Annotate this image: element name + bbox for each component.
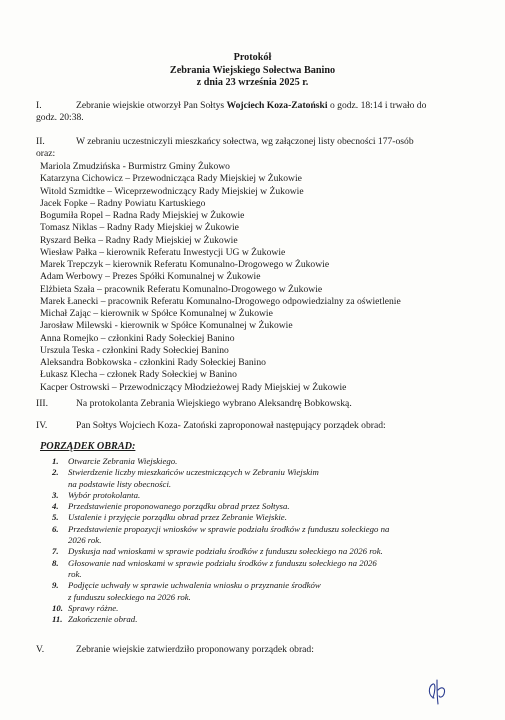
- attendee-item: Aleksandra Bobkowska - członkini Rady Sołeckiej Banino: [40, 357, 266, 368]
- agenda-item: [52, 580, 482, 603]
- attendee-item: Michał Zając – kierownik w Spółce Komunalnej w Żukowie: [40, 308, 273, 319]
- section-number: II.: [36, 136, 45, 147]
- document-header: [0, 52, 505, 90]
- agenda-item-number: 9.: [52, 580, 59, 591]
- agenda-item: [52, 546, 482, 557]
- chair-name: Wojciech Koza-Zatoński: [226, 100, 328, 111]
- signature-mark: [424, 676, 452, 706]
- agenda-item-text: Zakończenie obrad.: [68, 614, 138, 625]
- section-4: [36, 420, 476, 432]
- agenda-item-text: Wybór protokolanta.: [68, 489, 141, 500]
- section-text: W zebraniu uczestniczyli mieszkańcy sołectwa, wg załączonej listy obecności 177-osób: [76, 136, 414, 147]
- agenda-item: [52, 467, 482, 490]
- attendee-item: Anna Romejko – członkini Rady Sołeckiej Banino: [40, 332, 235, 344]
- agenda-item-number: 6.: [52, 523, 59, 534]
- agenda-title: PORZĄDEK OBRAD:: [40, 441, 136, 452]
- agenda-item-text: 2026 rok.: [68, 535, 102, 546]
- agenda-item-text: Przedstawienie propozycji wniosków w sprawie podziału środków z funduszu sołeckiego na: [68, 523, 390, 534]
- section-text: Zebranie wiejskie otworzył Pan Sołtys: [76, 100, 227, 111]
- section-text: Na protokolanta Zebrania Wiejskiego wybrano Aleksandrę Bobkowską.: [76, 398, 352, 409]
- section-text: Zebranie wiejskie zatwierdziło proponowany porządek obrad:: [76, 644, 314, 655]
- attendee-item: Katarzyna Cichowicz – Przewodnicząca Rady Miejskiej w Żukowie: [40, 173, 302, 185]
- agenda-item-text: z funduszu sołeckiego na 2026 rok.: [68, 591, 191, 602]
- agenda-item-text: rok.: [68, 568, 82, 579]
- agenda-item-number: 3.: [52, 489, 59, 500]
- attendee-item: Marek Trepczyk – kierownik Referatu Komunalno-Drogowego w Żukowie: [40, 259, 330, 270]
- agenda-item: [52, 614, 482, 625]
- attendee-list: [40, 161, 401, 394]
- agenda-item-number: 7.: [52, 546, 59, 557]
- section-number: I.: [36, 100, 42, 111]
- agenda-item: [52, 558, 482, 581]
- document-title: Protokół: [233, 52, 272, 63]
- agenda-item-number: 11.: [52, 614, 63, 625]
- attendee-item: Adam Werbowy – Prezes Spółki Komunalnej w Żukowie: [40, 271, 261, 283]
- section-number: III.: [36, 398, 48, 409]
- agenda-item: [52, 603, 482, 614]
- section-number: IV.: [36, 420, 48, 431]
- agenda-item: [52, 456, 482, 467]
- section-text: o godz. 18:14 i trwało do: [327, 100, 427, 111]
- attendee-item: Witold Szmidtke – Wiceprzewodniczący Rady Miejskiej w Żukowie: [40, 185, 304, 197]
- attendee-item: Ryszard Bełka – Radny Rady Miejskiej w Żukowie: [40, 234, 238, 246]
- section-5: [36, 644, 476, 656]
- agenda-item-text: Ustalenie i przyjęcie porządku obrad przez Zebranie Wiejskie.: [68, 512, 287, 523]
- agenda-item-text: Dyskusja nad wnioskami w sprawie podziału środków z funduszu sołeckiego na 2026 rok.: [68, 546, 383, 557]
- attendee-item: Wiesław Pałka – kierownik Referatu Inwestycji UG w Żukowie: [40, 246, 286, 258]
- section-text: oraz:: [36, 148, 56, 159]
- attendee-item: Jarosław Milewski - kierownik w Spółce Komunalnej w Żukowie: [40, 320, 293, 332]
- agenda-item-number: 10.: [52, 602, 63, 613]
- section-text: Pan Sołtys Wojciech Koza- Zatoński zaproponował następujący porządek obrad:: [76, 420, 386, 431]
- agenda-item-number: 5.: [52, 512, 59, 523]
- agenda-item-text: na podstawie listy obecności.: [68, 478, 172, 489]
- section-text: godz. 20:38.: [36, 112, 84, 123]
- section-3: [36, 398, 476, 410]
- agenda-item-number: 2.: [52, 467, 59, 478]
- attendee-item: Bogumiła Ropel – Radna Rady Miejskiej w Żukowie: [40, 210, 245, 221]
- attendee-item: Elżbieta Szała – pracownik Referatu Komunalno-Drogowego w Żukowie: [40, 283, 323, 295]
- section-1: [36, 100, 476, 124]
- section-2: [36, 136, 476, 160]
- section-number: V.: [36, 644, 45, 655]
- attendee-item: Jacek Fopke – Radny Powiatu Kartuskiego: [40, 197, 206, 209]
- agenda-list: [52, 456, 482, 625]
- agenda-item-text: Stwierdzenie liczby mieszkańców uczestniczących w Zebraniu Wiejskim: [68, 467, 319, 478]
- agenda-item-text: Sprawy różne.: [68, 602, 119, 613]
- agenda-item-number: 1.: [52, 456, 59, 466]
- agenda-item-text: Przedstawienie proponowanego porządku obrad przez Sołtysa.: [68, 501, 290, 512]
- agenda-item-number: 8.: [52, 557, 59, 568]
- attendee-item: Mariola Zmudzińska - Burmistrz Gminy Żukowo: [40, 161, 230, 172]
- attendee-item: Tomasz Niklas – Radny Rady Miejskiej w Żukowie: [40, 222, 239, 234]
- attendee-item: Urszula Teska - członkini Rady Sołeckiej Banino: [40, 344, 229, 356]
- agenda-item: [52, 501, 482, 512]
- agenda-item-number: 4.: [52, 501, 59, 512]
- agenda-item: [52, 490, 482, 501]
- agenda-item-text: Otwarcie Zebrania Wiejskiego.: [68, 456, 178, 466]
- attendee-item: Marek Łanecki – pracownik Referatu Komunalno-Drogowego odpowiedzialny za oświetlenie: [40, 295, 401, 307]
- attendee-item: Kacper Ostrowski – Przewodniczący Młodzieżowej Rady Miejskiej w Żukowie: [40, 381, 347, 393]
- agenda-item-text: Głosowanie nad wnioskami w sprawie podziału środków z funduszu sołeckiego na 2026: [68, 557, 377, 568]
- attendee-item: Łukasz Klecha – członek Rady Sołeckiej w Banino: [40, 369, 237, 381]
- agenda-item: [52, 512, 482, 523]
- document-date: z dnia 23 września 2025 r.: [196, 77, 309, 88]
- document-subtitle: Zebrania Wiejskiego Sołectwa Banino: [169, 64, 336, 76]
- agenda-item-text: Podjęcie uchwały w sprawie uchwalenia wniosku o przyznanie środków: [68, 580, 321, 591]
- agenda-item: [52, 524, 482, 547]
